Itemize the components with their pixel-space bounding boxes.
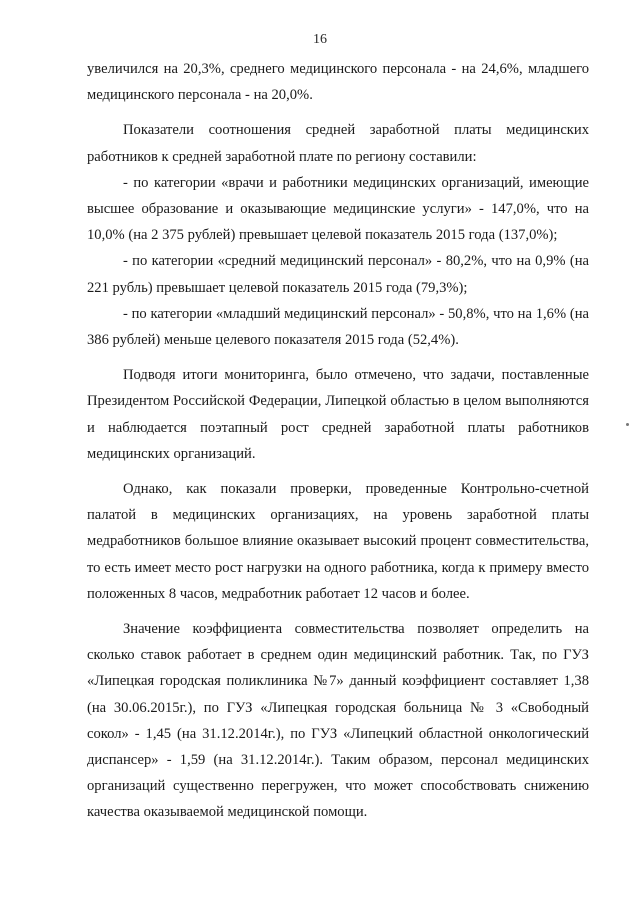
paragraph-part-time-coefficient: Значение коэффициента совместительства позволяет определить на сколько ставок работает в среднем один медицинский работник. Так, по ГУЗ «Липецкая городская поликлиника №7» данный коэффициент составляет 1,38 (на 30.06.2015г.), по ГУЗ «Липецкая городская больница № 3 «Свободный сокол» - 1,45 (на 31.12.2014г.), по ГУЗ «Липецкий областной онкологический диспансер» - 1,59 (на 31.12.2014г.). Таким образом, персонал медицинских организаций существенно перегружен, что может способствовать снижению качества оказываемой медицинской помощи. bbox=[87, 621, 589, 821]
page-number: 16 bbox=[313, 32, 327, 47]
document-body bbox=[87, 56, 589, 826]
list-item-doctors: - по категории «врачи и работники медицинских организаций, имеющие высшее образование и оказывающие медицинские услуги» - 147,0%, что на 10,0% (на 2 375 рублей) превышает целевой показатель 2015 года (137,0%); bbox=[87, 174, 589, 244]
scan-speck bbox=[626, 423, 629, 426]
paragraph-salary-ratio-intro: Показатели соотношения средней заработной платы медицинских работников к средней заработной плате по региону составили: bbox=[87, 122, 589, 165]
paragraph-monitoring-summary: Подводя итоги мониторинга, было отмечено, что задачи, поставленные Президентом Российской Федерации, Липецкой областью в целом выполняются и наблюдается поэтапный рост средней заработной платы работников медицинских организаций. bbox=[87, 367, 589, 462]
paragraph-part-time-influence: Однако, как показали проверки, проведенные Контрольно-счетной палатой в медицинских организациях, на уровень заработной платы медработников большое влияние оказывает высокий процент совместительства, то есть имеет место рост нагрузки на одного работника, когда к примеру вместо положенных 8 часов, медработник работает 12 часов и более. bbox=[87, 481, 589, 602]
list-item-junior-staff: - по категории «младший медицинский персонал» - 50,8%, что на 1,6% (на 386 рублей) меньше целевого показателя 2015 года (52,4%). bbox=[87, 305, 589, 349]
list-item-middle-staff: - по категории «средний медицинский персонал» - 80,2%, что на 0,9% (на 221 рубль) превышает целевой показатель 2015 года (79,3%); bbox=[87, 253, 589, 296]
paragraph-continuation: увеличился на 20,3%, среднего медицинского персонала - на 24,6%, младшего медицинского персонала - на 20,0%. bbox=[87, 61, 589, 104]
